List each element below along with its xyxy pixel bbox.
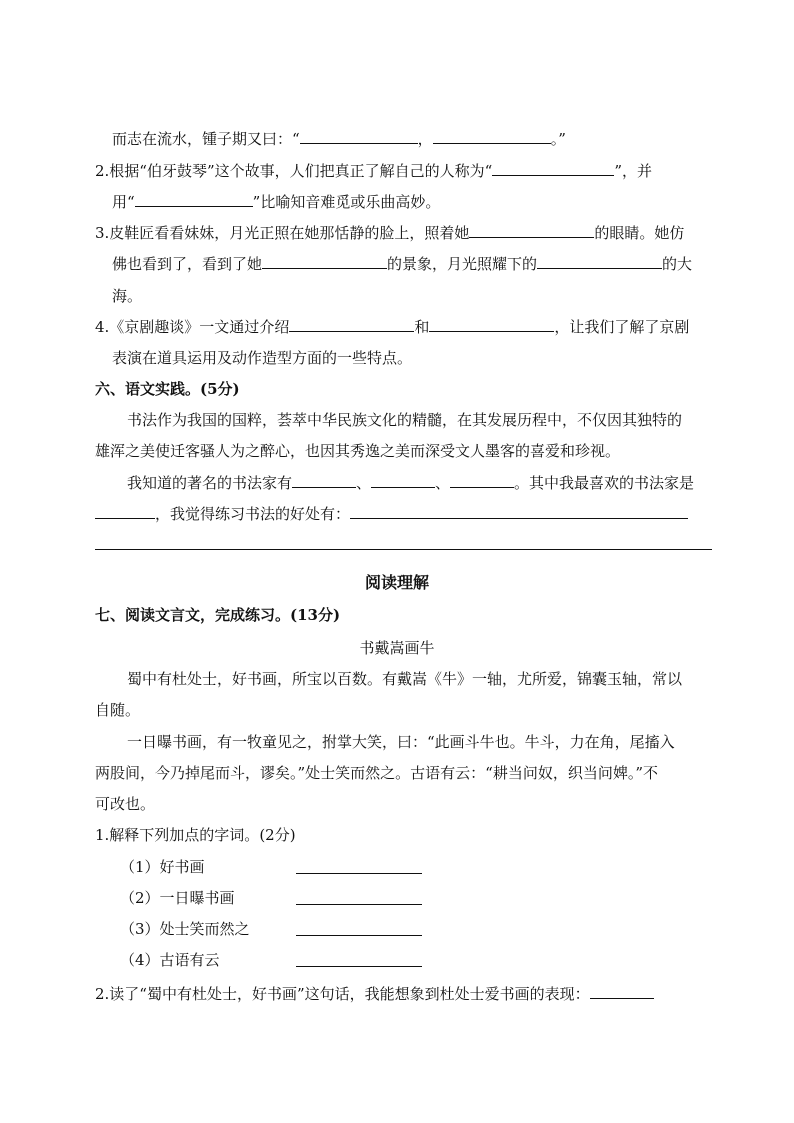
text: ”，并 [614,162,652,180]
text: 4.《京剧趣谈》一文通过介绍 [95,318,290,336]
q6-para2-line2 [95,504,715,524]
q6-para1-line1: 书法作为我国的国粹，荟萃中华民族文化的精髓，在其发展历程中，不仅因其独特的 [127,411,683,429]
blank-field[interactable] [296,873,422,874]
text: 。” [550,130,566,148]
blank-field[interactable] [95,504,155,519]
text: 海。 [112,287,143,305]
blank-field[interactable] [296,904,422,905]
text: ，让我们了解了京剧 [554,318,690,336]
blank-field[interactable] [492,161,614,176]
blank-field[interactable] [296,935,422,936]
blank-field[interactable] [292,473,356,488]
q5-item4-line1 [95,317,715,337]
q5-item3-line3 [112,286,732,306]
q6-para1-line2: 雄浑之美使迁客骚人为之醉心，也因其秀逸之美而深受文人墨客的喜爱和珍视。 [95,442,621,460]
text: 。其中我最喜欢的书法家是 [514,474,695,492]
q5-line1 [112,129,732,149]
q7-item-1: （1）好书画 [120,858,205,876]
text: 2.根据“伯牙鼓琴”这个故事，人们把真正了解自己的人称为“ [95,162,493,180]
q5-item3-line2 [112,254,732,274]
blank-field[interactable] [590,984,654,999]
q5-item2-line1 [95,161,715,181]
blank-field[interactable] [262,254,387,269]
blank-field[interactable] [296,966,422,967]
section-title: 阅读理解 [364,573,429,592]
text: 佛也看到了，看到了她 [112,255,263,273]
q7-para2-line1: 一日曝书画，有一牧童见之，拊掌大笑，曰：“此画斗牛也。牛斗，力在角，尾搐入 [127,733,675,751]
q7-sub1: 1.解释下列加点的字词。(2分) [95,826,296,844]
blank-field[interactable] [433,129,551,144]
blank-field[interactable] [450,473,514,488]
text: 和 [414,318,430,336]
text: 的景象，月光照耀下的 [387,255,538,273]
q6-para2-line1 [127,473,747,493]
text: 2.读了“蜀中有杜处士，好书画”这句话，我能想象到杜处士爱书画的表现： [95,985,590,1003]
text: 的大 [662,255,693,273]
blank-field[interactable] [135,192,253,207]
q7-para1-line1: 蜀中有杜处士，好书画，所宝以百数。有戴嵩《牛》一轴，尤所爱，锦囊玉轴，常以 [127,670,683,688]
text: 3.皮鞋匠看看妹妹，月光正照在她那恬静的脸上，照着她 [95,224,470,242]
text: 的眼睛。她仿 [594,224,685,242]
text: 、 [356,474,372,492]
text: 、 [435,474,451,492]
blank-field[interactable] [469,223,594,238]
q7-item-4: （4）古语有云 [120,951,220,969]
q7-para1-line2: 自随。 [95,701,141,719]
q5-item3-line1 [95,223,715,243]
blank-field[interactable] [371,473,435,488]
blank-field[interactable] [350,504,688,519]
q7-item-3: （3）处士笑而然之 [120,920,250,938]
q7-heading: 七、阅读文言文，完成练习。(13分) [95,606,341,624]
q5-item2-line2 [112,192,732,212]
text: ， [417,130,433,148]
q7-para2-line2: 两股间，今乃掉尾而斗，谬矣。”处士笑而然之。古语有云：“耕当问奴，织当问婢。”不 [95,764,659,782]
story-title: 书戴嵩画牛 [359,639,435,657]
text: 我知道的著名的书法家有 [127,474,293,492]
blank-field[interactable] [300,129,418,144]
text: ，我觉得练习书法的好处有： [155,505,351,523]
blank-field[interactable] [537,254,662,269]
text: ”比喻知音难觅或乐曲高妙。 [252,193,441,211]
q7-sub2 [95,984,715,1004]
q7-para2-line3: 可改也。 [95,795,156,813]
text: 表演在道具运用及动作造型方面的一些特点。 [112,349,413,367]
q6-heading: 六、语文实践。(5分) [95,380,240,398]
blank-field[interactable] [429,317,554,332]
q7-item-2: （2）一日曝书画 [120,889,235,907]
answer-line[interactable] [95,549,712,550]
q5-item4-line2 [112,348,732,368]
text: 用“ [112,193,135,211]
blank-field[interactable] [289,317,414,332]
text: 而志在流水，锺子期又曰：“ [112,130,300,148]
